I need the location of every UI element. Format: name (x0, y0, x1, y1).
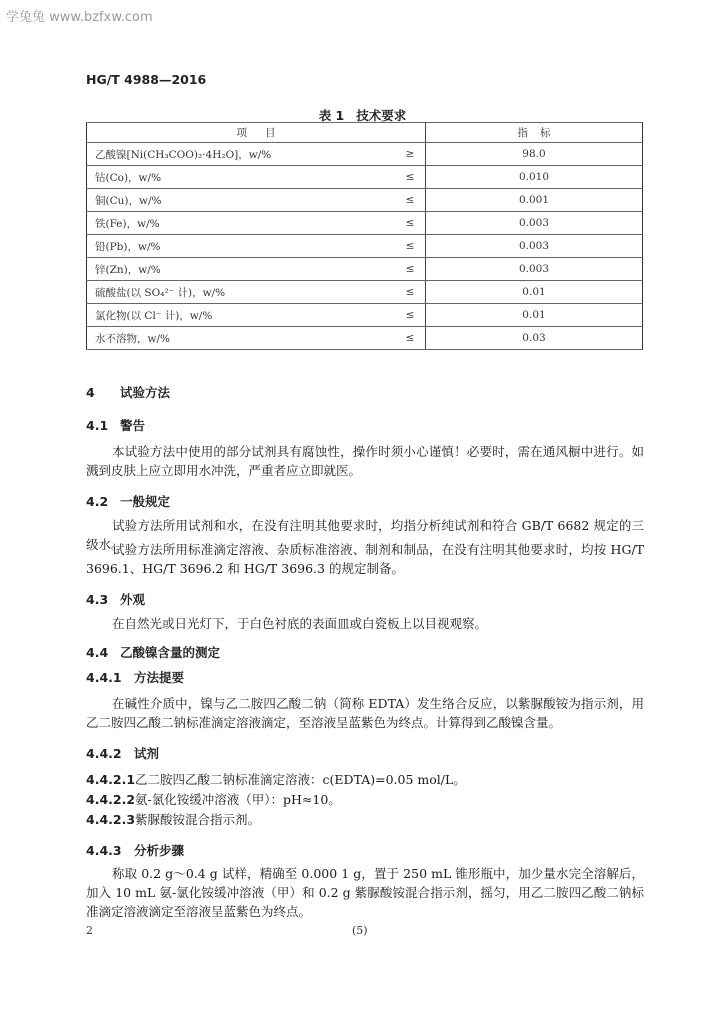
row-name: 钴(Co)，w/% (87, 166, 396, 189)
row-operator: ≤ (395, 327, 426, 350)
section-4-1-paragraph: 本试验方法中使用的部分试剂具有腐蚀性，操作时须小心谨慎！必要时，需在通风橱中进行。如溅到皮肤上应立即用水冲洗，严重者应立即就医。 (86, 444, 644, 478)
row-name: 铅(Pb)，w/% (87, 235, 396, 258)
table-row (87, 304, 643, 327)
section-4-3-heading (86, 590, 145, 608)
section-title: 试剂 (134, 746, 160, 761)
table-row (87, 281, 643, 304)
section-4-2-heading (86, 492, 170, 510)
page-number: 2 (86, 924, 93, 937)
spec-table (86, 122, 643, 350)
section-title: 分析步骤 (134, 843, 185, 858)
section-4-4-3-paragraph: 称取 0.2 g～0.4 g 试样，精确至 0.000 1 g，置于 250 mL 锥形瓶中，加少量水完全溶解后，加入 10 mL 氨-氯化铵缓冲溶液（甲）和 0.2 g 紫脲酸铵混合指示剂，摇匀，用乙二胺四乙酸二钠标准滴定溶液滴定至溶液呈蓝紫色为终点。 (86, 866, 644, 919)
section-title: 方法提要 (134, 670, 185, 685)
row-value: 0.010 (426, 166, 643, 189)
section-4-2-paragraph-1: 试验方法所用试剂和水，在没有注明其他要求时，均指分析纯试剂和符合 GB/T 6682 规定的三级水。 (86, 518, 644, 552)
section-title: 一般规定 (120, 494, 171, 509)
section-number: 4.4.1 (86, 670, 122, 685)
reagent-item (86, 770, 644, 789)
section-number: 4.2 (86, 494, 109, 509)
row-value: 0.003 (426, 212, 643, 235)
row-operator: ≤ (395, 189, 426, 212)
table-row (87, 235, 643, 258)
watermark: 学兔兔 www.bzfxw.com (6, 10, 153, 25)
row-value: 0.01 (426, 281, 643, 304)
row-name: 氯化物(以 Cl⁻ 计)，w/% (87, 304, 396, 327)
row-name: 铁(Fe)，w/% (87, 212, 396, 235)
row-operator: ≤ (395, 304, 426, 327)
section-number: 4 (86, 385, 95, 400)
section-4-heading (86, 383, 170, 401)
row-operator: ≤ (395, 281, 426, 304)
item-number: 4.4.2.1 (86, 772, 136, 787)
section-4-4-1-paragraph: 在碱性介质中，镍与乙二胺四乙酸二钠（简称 EDTA）发生络合反应，以紫脲酸铵为指示剂，用乙二胺四乙酸二钠标准滴定溶液滴定，至溶液呈蓝紫色为终点。计算得到乙酸镍含量。 (86, 696, 644, 730)
row-operator: ≤ (395, 212, 426, 235)
row-value: 0.03 (426, 327, 643, 350)
row-operator: ≥ (395, 143, 426, 166)
table-row (87, 258, 643, 281)
row-name: 锌(Zn)，w/% (87, 258, 396, 281)
section-title: 警告 (120, 418, 146, 433)
section-4-4-2-heading (86, 744, 159, 762)
row-operator: ≤ (395, 258, 426, 281)
row-value: 0.01 (426, 304, 643, 327)
row-name: 铜(Cu)，w/% (87, 189, 396, 212)
table-caption-title: 技术要求 (356, 108, 407, 123)
table-row (87, 327, 643, 350)
table-header-row (87, 123, 643, 143)
table-row (87, 212, 643, 235)
reagent-item (86, 790, 644, 809)
reagent-item (86, 810, 644, 829)
row-name: 水不溶物，w/% (87, 327, 396, 350)
row-value: 0.003 (426, 235, 643, 258)
section-4-4-3-heading (86, 841, 184, 859)
section-4-4-1-heading (86, 668, 184, 686)
section-4-1-heading (86, 416, 145, 434)
section-number: 4.3 (86, 592, 109, 607)
row-value: 0.001 (426, 189, 643, 212)
table-row (87, 166, 643, 189)
item-text: 氨-氯化铵缓冲溶液（甲）：pH≈10。 (135, 792, 341, 807)
row-operator: ≤ (395, 235, 426, 258)
table-row (87, 189, 643, 212)
row-name: 硫酸盐(以 SO₄²⁻ 计)，w/% (87, 281, 396, 304)
row-value: 0.003 (426, 258, 643, 281)
section-number: 4.4.2 (86, 746, 122, 761)
row-operator: ≤ (395, 166, 426, 189)
section-4-4-heading (86, 643, 220, 661)
section-number: 4.4 (86, 645, 109, 660)
section-title: 乙酸镍含量的测定 (120, 645, 221, 660)
section-title: 外观 (120, 592, 146, 607)
section-number: 4.1 (86, 418, 109, 433)
item-text: 乙二胺四乙酸二钠标准滴定溶液：c(EDTA)=0.05 mol/L。 (135, 772, 466, 787)
table-row (87, 143, 643, 166)
header-item: 项目 (87, 123, 426, 143)
section-number: 4.4.3 (86, 843, 122, 858)
row-name: 乙酸镍[Ni(CH₃COO)₂·4H₂O]，w/% (87, 143, 396, 166)
header-value: 指标 (426, 123, 643, 143)
footer-center-mark: (5) (352, 924, 368, 937)
item-text: 紫脲酸铵混合指示剂。 (135, 812, 261, 827)
standard-code: HG/T 4988—2016 (86, 72, 207, 87)
section-title: 试验方法 (120, 385, 171, 400)
item-number: 4.4.2.2 (86, 792, 136, 807)
table-caption-number: 表 1 (318, 108, 345, 123)
section-4-3-paragraph: 在自然光或日光灯下，于白色衬底的表面皿或白瓷板上以目视观察。 (112, 616, 488, 631)
row-value: 98.0 (426, 143, 643, 166)
section-4-2-paragraph-2: 试验方法所用标准滴定溶液、杂质标准溶液、制剂和制品，在没有注明其他要求时，均按 HG/T 3696.1、HG/T 3696.2 和 HG/T 3696.3 的规定制备。 (86, 542, 644, 576)
item-number: 4.4.2.3 (86, 812, 136, 827)
